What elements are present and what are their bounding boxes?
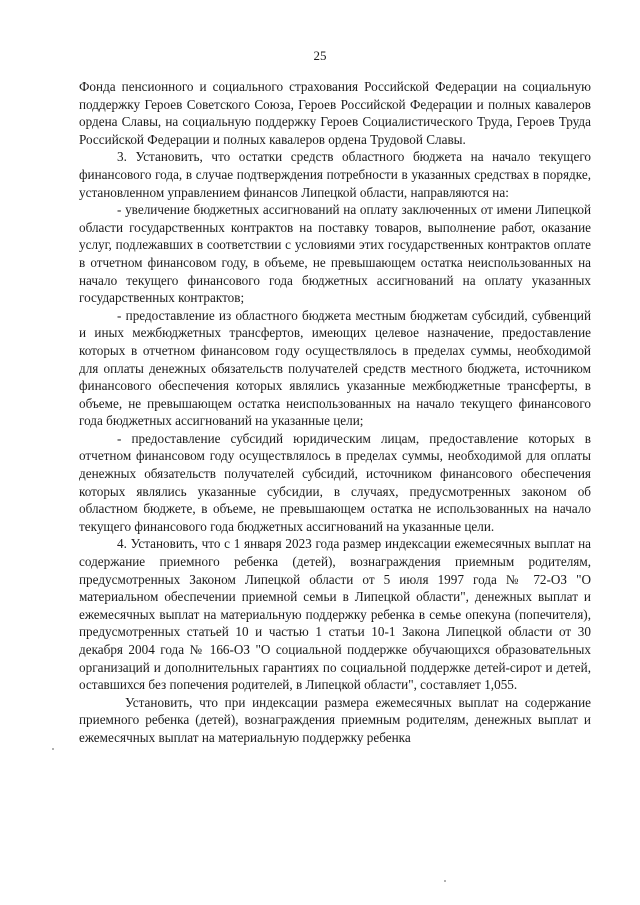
paragraph-indexation: Установить, что при индексации размера ежемесячных выплат на содержание приемного ребенка (детей), вознаграждения приемным родителям, денежных выплат и ежемесячных выплат на материальную поддержку ребенка <box>79 694 591 745</box>
paragraph-clause-4: 4. Установить, что с 1 января 2023 года размер индексации ежемесячных выплат на содержание приемного ребенка (детей), вознаграждения приемным родителям, предусмотренных Законом Липецкой области от 5 июля 1997 года № 72-ОЗ "О материальном обеспечении приемной семьи в Липецкой области", денежных выплат и ежемесячных выплат на материальную поддержку ребенка в семье опекуна (попечителя), предусмотренных статьей 10 и частью 1 статьи 10-1 Закона Липецкой области от 30 декабря 2004 года № 166-ОЗ "О социальной поддержке обучающихся образовательных организаций и дополнительных гарантиях по социальной поддержке детей-сирот и детей, оставшихся без попечения родителей, в Липецкой области", составляет 1,055. <box>79 536 591 693</box>
scan-speck <box>52 748 54 750</box>
paragraph-clause-3: 3. Установить, что остатки средств областного бюджета на начало текущего финансового года, в случае подтверждения потребности в указанных средствах в порядке, установленном управлением финансов Липецкой области, направляются на: <box>79 149 591 200</box>
paragraph-fund-continuation: Фонда пенсионного и социального страхования Российской Федерации на социальную поддержку Героев Советского Союза, Героев Российской Федерации и полных кавалеров ордена Славы, на социальную поддержку Героев Социалистического Труда, Героев Труда Российской Федерации и полных кавалеров ордена Трудовой Славы. <box>79 79 591 147</box>
paragraph-contracts-item: - увеличение бюджетных ассигнований на оплату заключенных от имени Липецкой области государственных контрактов на поставку товаров, выполнение работ, оказание услуг, подлежавших в соответствии с условиями этих государственных контрактов оплате в отчетном финансовом году, в объеме, не превышающем остатка неиспользованных на начало текущего финансового года бюджетных ассигнований на оплату указанных государственных контрактов; <box>79 202 591 306</box>
scan-speck <box>444 880 446 882</box>
page-number: 25 <box>313 48 327 63</box>
document-body <box>79 78 591 747</box>
paragraph-subsidies-item: - предоставление субсидий юридическим лицам, предоставление которых в отчетном финансовом году осуществлялось в пределах суммы, необходимой для оплаты денежных обязательств получателей субсидий, источником финансового обеспечения которых являлись указанные субсидии, в случаях, предусмотренных законом об областном бюджете, в объеме, не превышающем остатка не использованных на начало текущего финансового года бюджетных ассигнований на указанные цели. <box>79 430 591 534</box>
paragraph-transfers-item: - предоставление из областного бюджета местным бюджетам субсидий, субвенций и иных межбюджетных трансфертов, имеющих целевое назначение, предоставление которых в отчетном финансовом году осуществлялось в пределах суммы, необходимой для оплаты денежных обязательств получателей средств местного бюджета, источником финансового обеспечения которых являлись указанные межбюджетные трансферты, в объеме, не превышающем остатка неиспользованных на начало текущего финансового года бюджетных ассигнований на указанные цели; <box>79 307 591 429</box>
